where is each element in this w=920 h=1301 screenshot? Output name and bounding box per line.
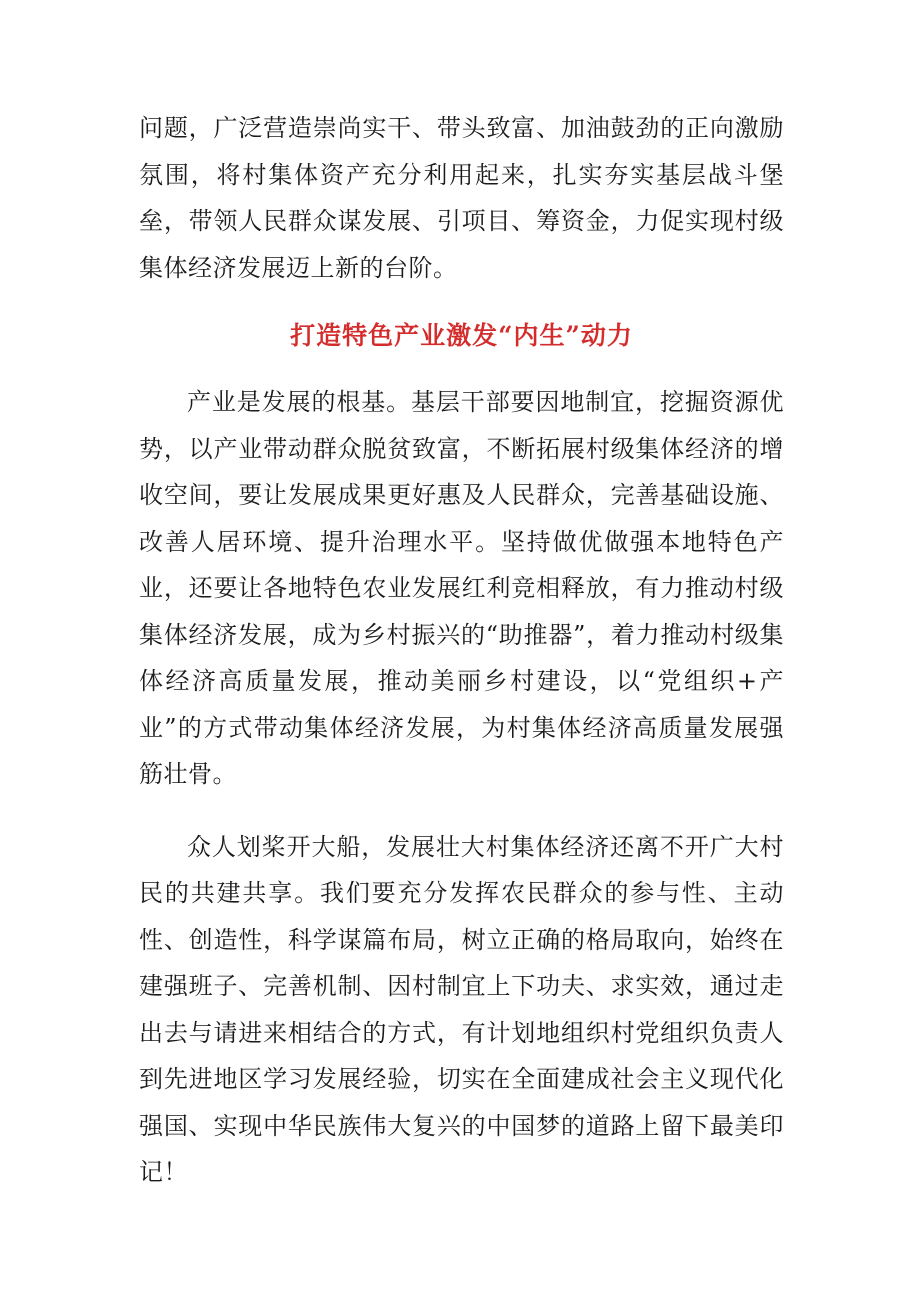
paragraph-industry: 产业是发展的根基。基层干部要因地制宜，挖掘资源优势，以产业带动群众脱贫致富，不断拓展村级集体经济的增收空间，要让发展成果更好惠及人民群众，完善基础设施、改善人居环境、提升治理水平。坚持做优做强本地特色产业，还要让各地特色农业发展红利竞相释放，有力推动村级集体经济发展，成为乡村振兴的“助推器”，着力推动村级集体经济高质量发展，推动美丽乡村建设，以“党组织+产业”的方式带动集体经济发展，为村集体经济高质量发展强筋壮骨。 bbox=[139, 388, 784, 788]
document-body bbox=[139, 105, 784, 1196]
paragraph-villagers: 众人划桨开大船，发展壮大村集体经济还离不开广大村民的共建共享。我们要充分发挥农民群众的参与性、主动性、创造性，科学谋篇布局，树立正确的格局取向，始终在建强班子、完善机制、因村制宜上下功夫、求实效，通过走出去与请进来相结合的方式，有计划地组织村党组织负责人到先进地区学习发展经验，切实在全面建成社会主义现代化强国、实现中华民族伟大复兴的中国梦的道路上留下最美印记！ bbox=[139, 832, 784, 1186]
paragraph-continuation: 问题，广泛营造崇尚实干、带头致富、加油鼓劲的正向激励氛围，将村集体资产充分利用起来，扎实夯实基层战斗堡垒，带领人民群众谋发展、引项目、筹资金，力促实现村级集体经济发展迈上新的台阶。 bbox=[139, 114, 784, 282]
paragraph-gap bbox=[139, 798, 784, 824]
section-heading: 打造特色产业激发“内生”动力 bbox=[290, 321, 633, 350]
